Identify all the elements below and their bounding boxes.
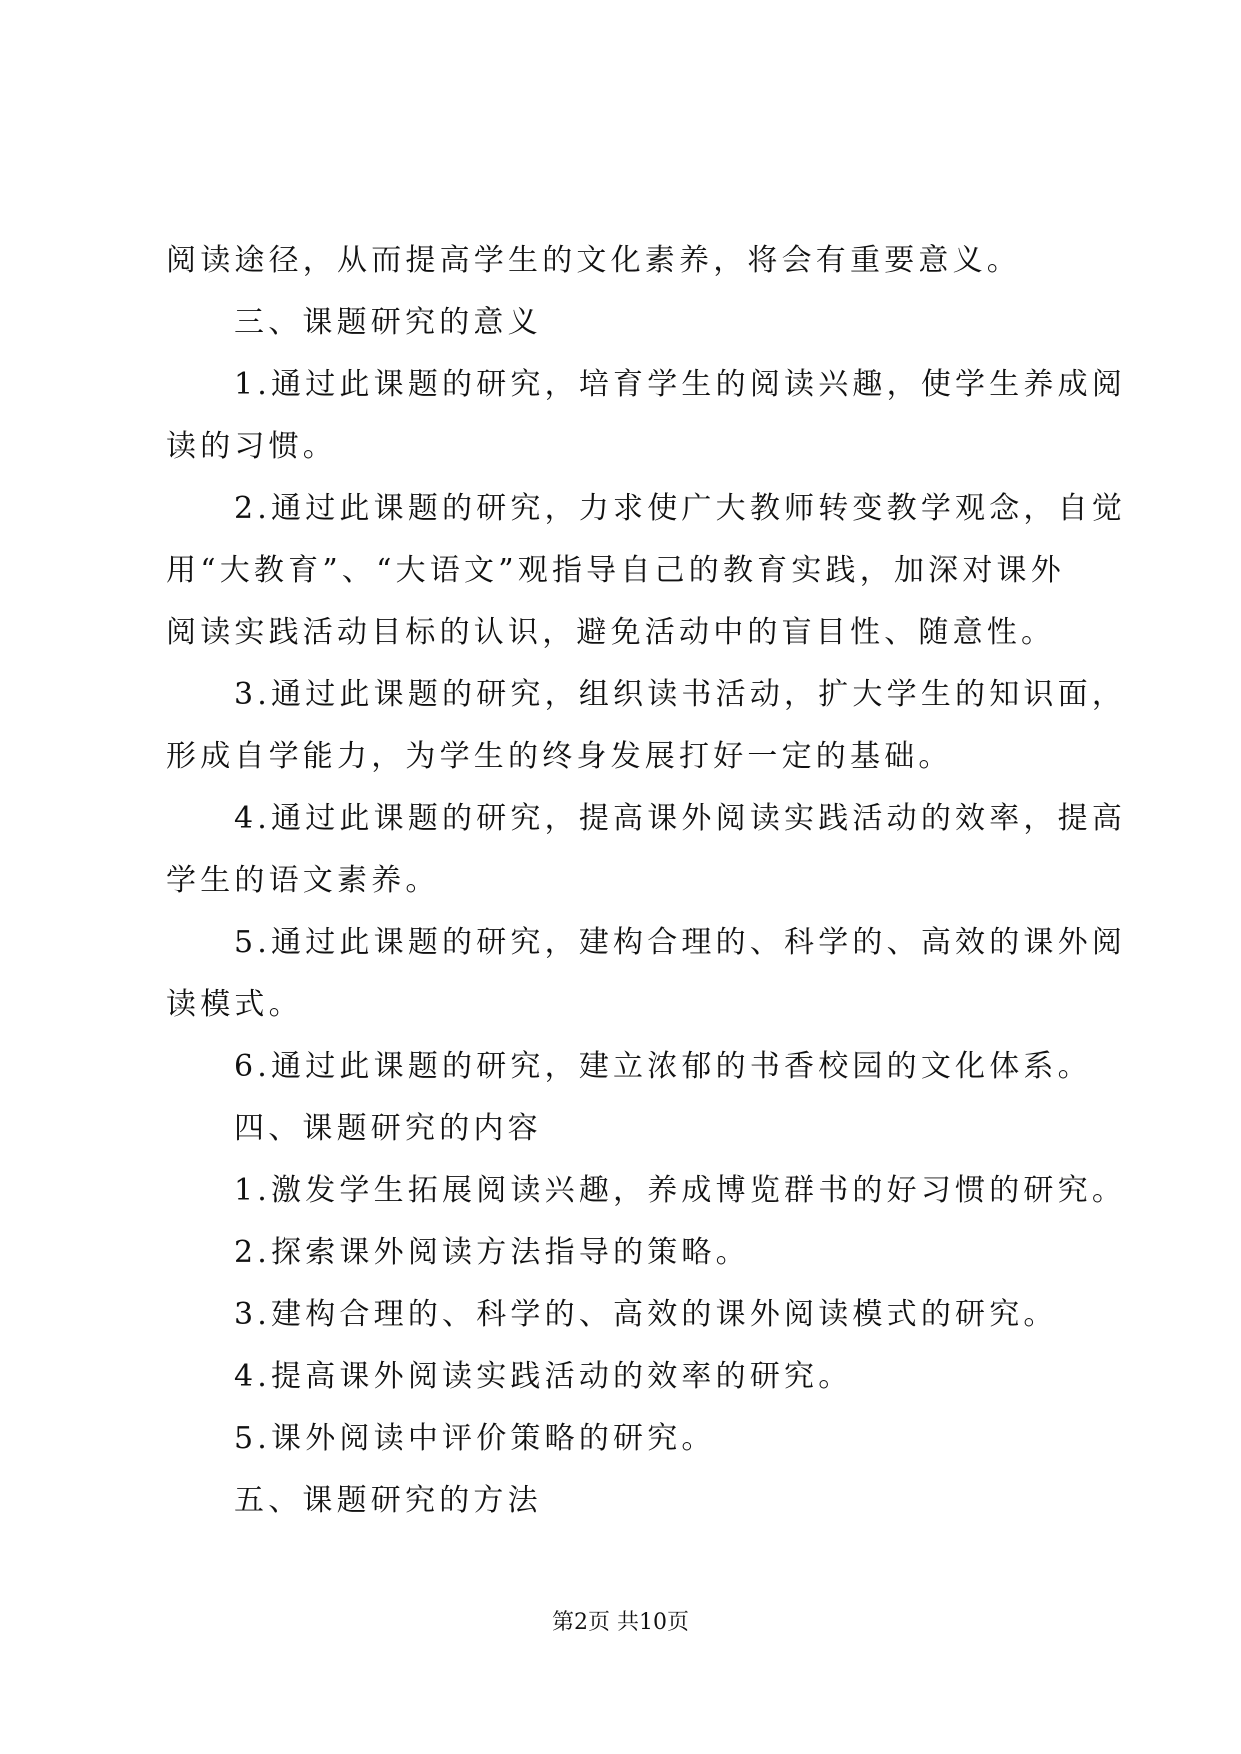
text-line: 3.建构合理的、科学的、高效的课外阅读模式的研究。 [234, 1297, 1058, 1332]
text-line: 学生的语文素养。 [166, 863, 440, 898]
section-heading: 五、课题研究的方法 [234, 1483, 542, 1518]
section-heading: 四、课题研究的内容 [234, 1111, 542, 1146]
text-line: 4.提高课外阅读实践活动的效率的研究。 [234, 1359, 853, 1394]
text-line: 2.探索课外阅读方法指导的策略。 [234, 1235, 750, 1270]
text-line: 形成自学能力，为学生的终身发展打好一定的基础。 [166, 739, 953, 774]
text-line: 5.通过此课题的研究，建构合理的、科学的、高效的课外阅 [234, 925, 1127, 960]
section-heading: 三、课题研究的意义 [234, 305, 542, 340]
text-line: 6.通过此课题的研究，建立浓郁的书香校园的文化体系。 [234, 1049, 1092, 1084]
text-line: 阅读途径，从而提高学生的文化素养，将会有重要意义。 [166, 243, 1021, 278]
document-body [166, 230, 1126, 1532]
text-line: 3.通过此课题的研究，组织读书活动，扩大学生的知识面， [234, 677, 1127, 712]
text-line: 读的习惯。 [166, 429, 337, 464]
text-line: 读模式。 [166, 987, 303, 1022]
text-line: 4.通过此课题的研究，提高课外阅读实践活动的效率，提高 [234, 801, 1127, 836]
text-line: 5.课外阅读中评价策略的研究。 [234, 1421, 716, 1456]
page-number-footer: 第2页 共10页 [552, 1610, 689, 1635]
text-line: 1.激发学生拓展阅读兴趣，养成博览群书的好习惯的研究。 [234, 1173, 1127, 1208]
text-line: 2.通过此课题的研究，力求使广大教师转变教学观念，自觉 [234, 491, 1127, 526]
text-line: 阅读实践活动目标的认识，避免活动中的盲目性、随意性。 [166, 615, 1056, 650]
text-line: 1.通过此课题的研究，培育学生的阅读兴趣，使学生养成阅 [234, 367, 1127, 402]
text-line: 用“大教育”、“大语文”观指导自己的教育实践，加深对课外 [166, 553, 1065, 588]
